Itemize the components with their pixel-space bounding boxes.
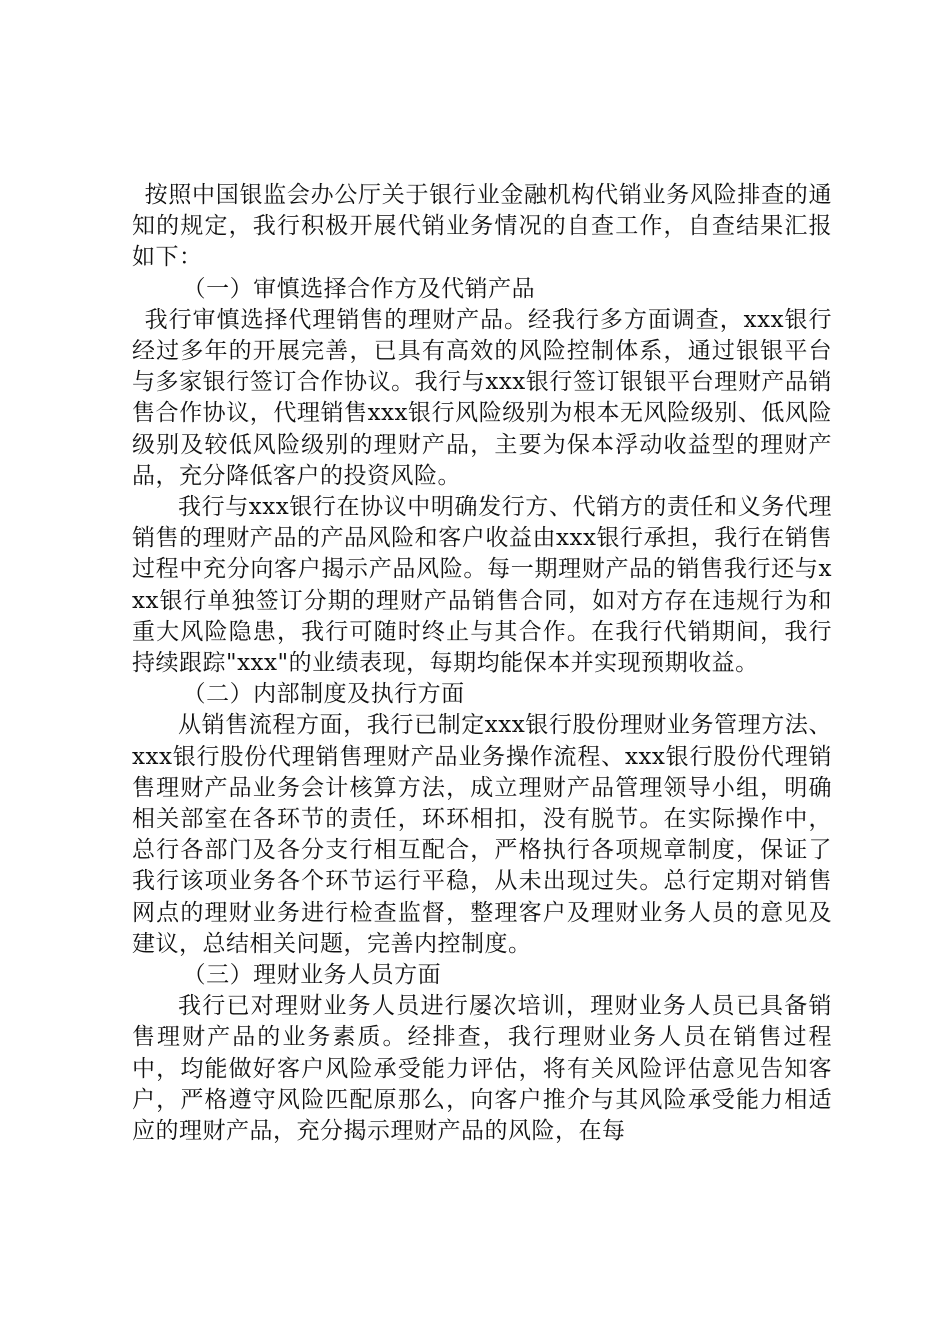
section-heading-2: （二）内部制度及执行方面 bbox=[182, 681, 465, 708]
section-1-paragraph-2: 我行与xxx银行在协议中明确发行方、代销方的责任和义务代理销售的理财产品的产品风险和客户收益由xxx银行承担，我行在销售过程中充分向客户揭示产品风险。每一期理财产品的销售我行还与xxx银行单独签订分期的理财产品销售合同，如对方存在违规行为和重大风险隐患，我行可随时终止与其合作。在我行代销期间，我行持续跟踪"xxx"的业绩表现，每期均能保本并实现预期收益。 bbox=[132, 494, 832, 677]
section-heading-3: （三）理财业务人员方面 bbox=[182, 962, 442, 989]
document-body bbox=[132, 180, 832, 1147]
section-2-paragraph-1: 从销售流程方面，我行已制定xxx银行股份理财业务管理方法、xxx银行股份代理销售理财产品业务操作流程、xxx银行股份代理销售理财产品业务会计核算方法，成立理财产品管理领导小组，明确相关部室在各环节的责任，环环相扣，没有脱节。在实际操作中，总行各部门及各分支行相互配合，严格执行各项规章制度，保证了我行该项业务各个环节运行平稳，从未出现过失。总行定期对销售网点的理财业务进行检查监督，整理客户及理财业务人员的意见及建议，总结相关问题，完善内控制度。 bbox=[132, 712, 832, 957]
intro-paragraph: 按照中国银监会办公厅关于银行业金融机构代销业务风险排查的通知的规定，我行积极开展代销业务情况的自查工作，自查结果汇报如下： bbox=[132, 182, 832, 271]
section-3-paragraph-1: 我行已对理财业务人员进行屡次培训，理财业务人员已具备销售理财产品的业务素质。经排查，我行理财业务人员在销售过程中，均能做好客户风险承受能力评估，将有关风险评估意见告知客户，严格遵守风险匹配原那么，向客户推介与其风险承受能力相适应的理财产品，充分揭示理财产品的风险，在每 bbox=[132, 993, 832, 1145]
section-heading-1: （一）审慎选择合作方及代销产品 bbox=[182, 275, 536, 302]
section-1-paragraph-1: 我行审慎选择代理销售的理财产品。经我行多方面调查，xxx银行经过多年的开展完善，已具有高效的风险控制体系，通过银银平台与多家银行签订合作协议。我行与xxx银行签订银银平台理财产品销售合作协议，代理销售xxx银行风险级别为根本无风险级别、低风险级别及较低风险级别的理财产品，主要为保本浮动收益型的理财产品，充分降低客户的投资风险。 bbox=[132, 306, 832, 489]
